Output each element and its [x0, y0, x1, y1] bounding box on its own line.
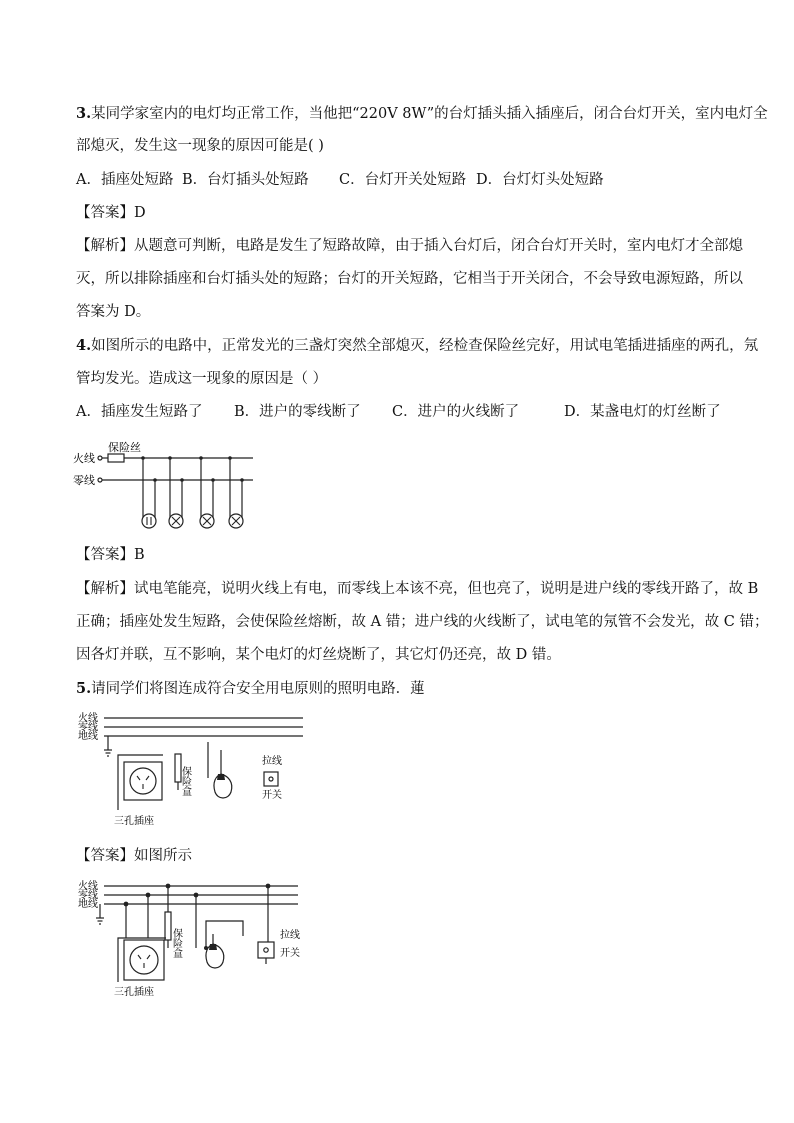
- q4-option-d: D．某盏电灯的灯丝断了: [564, 404, 721, 420]
- q5-question-diagram: [78, 710, 308, 830]
- q5-switch-label-2: 开关: [262, 790, 282, 801]
- q3-option-d: D．台灯灯头处短路: [476, 172, 604, 188]
- q5-answer-live-label: 火线: [78, 881, 98, 892]
- q3-analysis-3: 答案为 D。: [76, 304, 151, 320]
- q4-neutral-label: 零线: [73, 474, 95, 487]
- q3-line1: [76, 104, 768, 124]
- q3-number: 3.: [76, 105, 92, 122]
- q4-analysis-3: 因各灯并联，互不影响，某个电灯的灯丝烧断了，其它灯仍还亮，故 D 错。: [76, 647, 561, 663]
- q5-answer-fusebox-label: 保险盒: [170, 928, 182, 958]
- q4-option-c: C．进户的火线断了: [392, 404, 520, 420]
- q5-line1: [76, 679, 425, 699]
- q5-text-1: 请同学们将图连成符合安全用电原则的照明电路．蓮: [91, 681, 425, 697]
- q4-number: 4.: [76, 337, 92, 354]
- q5-answer-socket-label: 三孔插座: [114, 987, 154, 998]
- q5-answer: 【答案】如图所示: [76, 848, 192, 864]
- q5-answer-neutral-label: 零线: [78, 890, 98, 901]
- q3-analysis-2: 灭，所以排除插座和台灯插头处的短路；台灯的开关短路，它相当于开关闭合，不会导致电源短路，所以: [76, 271, 743, 287]
- q3-line2: 部熄灭，发生这一现象的原因可能是( ): [76, 138, 324, 154]
- q3-option-c: C．台灯开关处短路: [339, 172, 467, 188]
- q5-ground-label: 地线: [78, 731, 98, 742]
- q4-analysis-1: 【解析】试电笔能亮，说明火线上有电，而零线上本该不亮，但也亮了，说明是进户线的零线开路了，故 B: [76, 581, 759, 597]
- q4-answer: 【答案】B: [76, 547, 145, 563]
- q5-neutral-label: 零线: [78, 722, 98, 733]
- q5-answer-diagram: [78, 876, 308, 1001]
- q4-line1: [76, 336, 758, 356]
- q3-options: [76, 170, 604, 190]
- q4-fuse-label: 保险丝: [108, 441, 141, 454]
- q4-analysis-2: 正确；插座处发生短路，会使保险丝熔断，故 A 错；进户线的火线断了，试电笔的氖管不会发光，故 C 错；: [76, 614, 769, 630]
- q4-option-b: B．进户的零线断了: [234, 404, 361, 420]
- q4-option-a: A．插座发生短路了: [76, 404, 203, 420]
- socket-icon: [142, 514, 156, 528]
- q4-circuit-diagram: [70, 436, 270, 536]
- q4-text-1: 如图所示的电路中，正常发光的三盏灯突然全部熄灭，经检查保险丝完好，用试电笔插进插座的两孔，氖: [91, 338, 759, 354]
- q5-socket-label: 三孔插座: [114, 816, 154, 827]
- q4-live-label: 火线: [73, 452, 95, 465]
- q5-number: 5.: [76, 680, 92, 697]
- q4-line2: 管均发光。造成这一现象的原因是（ ）: [76, 371, 328, 387]
- q4-options: [76, 402, 721, 422]
- q3-answer: 【答案】D: [76, 205, 146, 221]
- q5-answer-switch-label-1: 拉线: [280, 930, 300, 941]
- q5-switch-label-1: 拉线: [262, 756, 282, 767]
- q5-answer-ground-label: 地线: [78, 899, 98, 910]
- q3-option-a: A．插座处短路: [76, 172, 174, 188]
- q5-live-label: 火线: [78, 713, 98, 724]
- q3-option-b: B．台灯插头处短路: [182, 172, 309, 188]
- q3-analysis-1: 【解析】从题意可判断，电路是发生了短路故障，由于插入台灯后，闭合台灯开关时，室内电灯才全部熄: [76, 238, 743, 254]
- q5-answer-switch-label-2: 开关: [280, 948, 300, 959]
- q3-text-1: 某同学家室内的电灯均正常工作，当他把“220V 8W”的台灯插头插入插座后，闭合台灯开关，室内电灯全: [91, 106, 768, 122]
- q5-fusebox-label: 保险盒: [179, 766, 191, 796]
